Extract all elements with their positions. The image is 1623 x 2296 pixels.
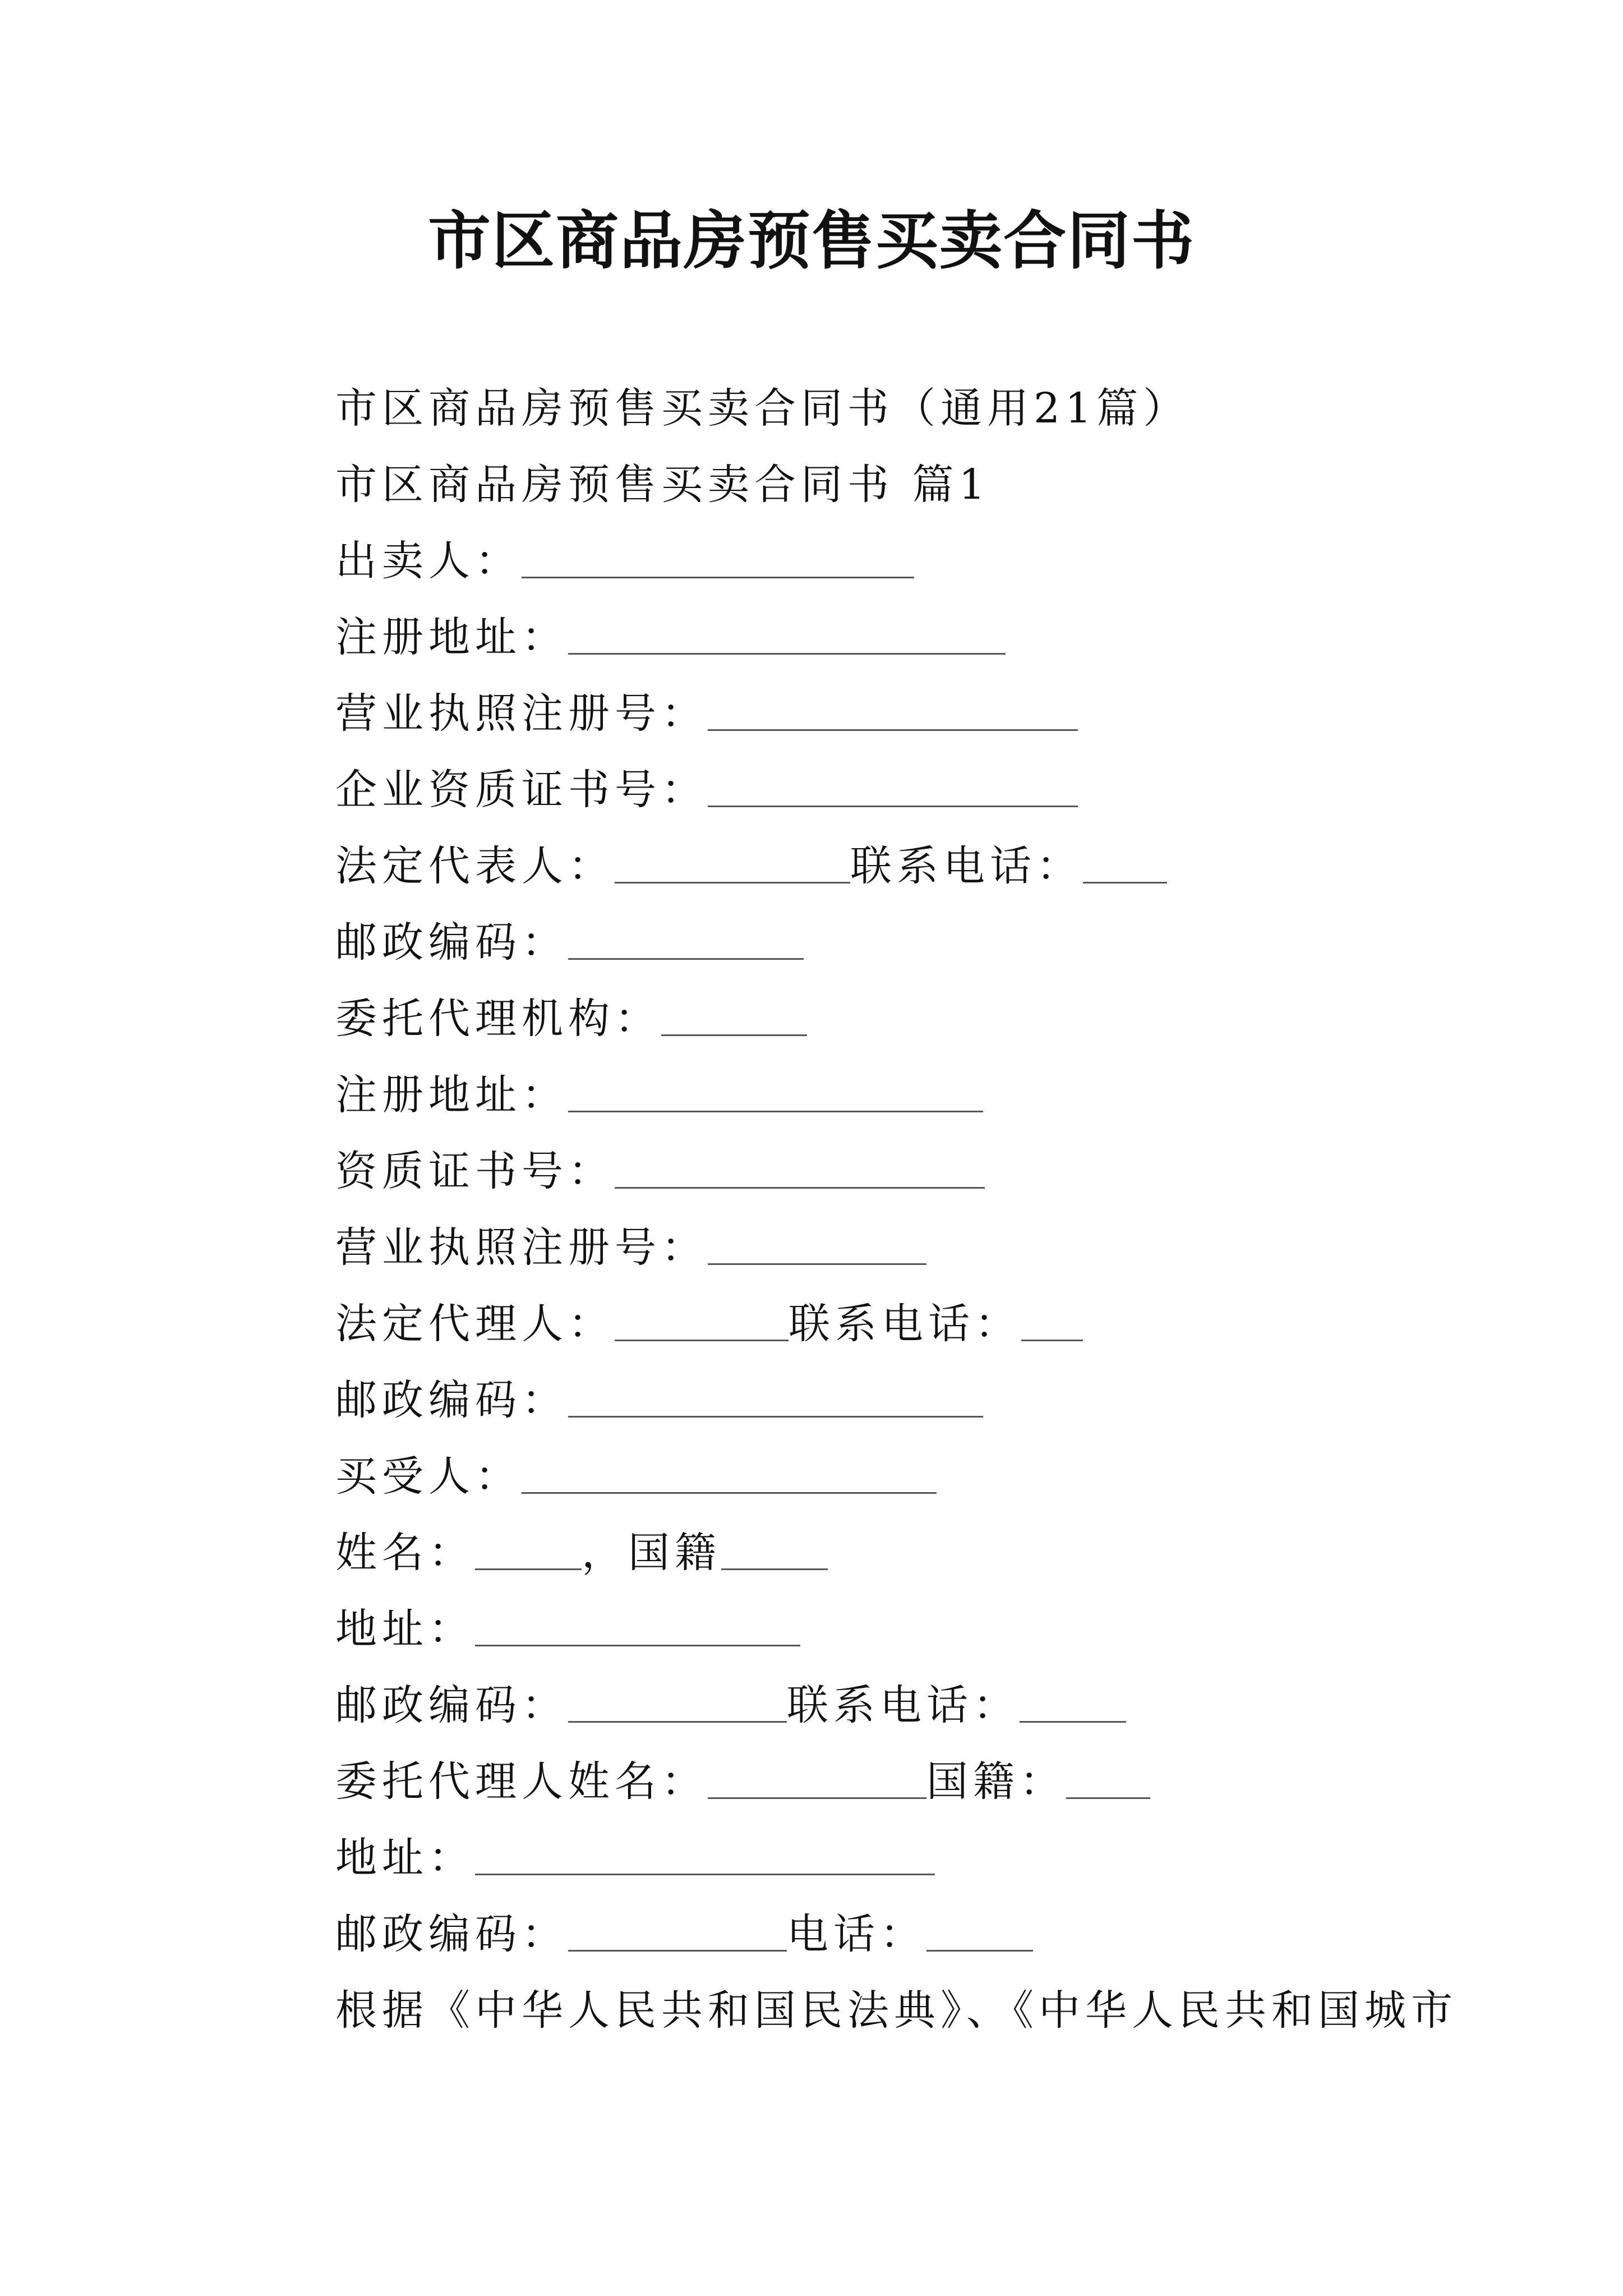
fill-blank <box>568 1914 787 1952</box>
agency-line <box>335 981 1513 1057</box>
field-label: 企业资质证书号： <box>335 766 708 814</box>
field-label: 邮政编码： <box>335 1681 568 1729</box>
fill-blank <box>475 1609 800 1646</box>
seller-line <box>335 523 1513 599</box>
legal-agent-line <box>335 1286 1513 1362</box>
legal-representative-line <box>335 828 1513 904</box>
field-label: 委托代理机构： <box>335 995 661 1043</box>
agency-address-line <box>335 1057 1513 1133</box>
fill-blank <box>615 1151 985 1189</box>
field-label: 委托代理人姓名： <box>335 1757 708 1806</box>
fill-blank <box>568 1685 787 1723</box>
fill-blank <box>522 1456 937 1494</box>
agency-license-line <box>335 1209 1513 1286</box>
fill-blank <box>475 1533 582 1570</box>
field-label: 姓名： <box>335 1529 475 1577</box>
field-label: ，国籍 <box>582 1529 721 1577</box>
fill-blank <box>1066 1761 1150 1799</box>
field-label: 出卖人： <box>335 537 522 585</box>
fill-blank <box>661 999 807 1036</box>
buyer-agent-line <box>335 1743 1513 1820</box>
field-label: 电话： <box>787 1910 926 1958</box>
field-label: 邮政编码： <box>335 1910 568 1958</box>
field-label: 联系电话： <box>787 1681 1020 1729</box>
fill-blank <box>568 1380 983 1418</box>
buyer-postcode-line <box>335 1667 1513 1743</box>
agency-certificate-line <box>335 1133 1513 1209</box>
fill-blank <box>568 1075 983 1112</box>
document-subtitle: 市区商品房预售买卖合同书（通用21篇） <box>335 384 1190 432</box>
business-license-line <box>335 675 1513 752</box>
field-label: 注册地址： <box>335 1071 568 1119</box>
fill-blank <box>708 1761 926 1799</box>
agent-address-line <box>335 1820 1513 1896</box>
fill-blank <box>615 846 850 884</box>
field-label: 国籍： <box>926 1757 1066 1806</box>
field-label: 联系电话： <box>789 1300 1021 1348</box>
field-label: 营业执照注册号： <box>335 689 708 738</box>
fill-blank <box>708 1227 926 1265</box>
buyer-address-line <box>335 1591 1513 1667</box>
buyer-name-line <box>335 1515 1513 1591</box>
fill-blank <box>926 1914 1033 1952</box>
fill-blank <box>1021 1304 1083 1341</box>
field-label: 资质证书号： <box>335 1147 615 1195</box>
fill-blank <box>708 693 1078 731</box>
seller-address-line <box>335 599 1513 675</box>
fill-blank <box>522 541 914 578</box>
field-label: 联系电话： <box>850 842 1083 890</box>
fill-blank <box>475 1838 935 1875</box>
field-label: 买受人： <box>335 1452 522 1501</box>
agent-postcode-line <box>335 1896 1513 1972</box>
fill-blank <box>708 770 1078 807</box>
seller-postcode-line <box>335 904 1513 981</box>
field-label: 法定代理人： <box>335 1300 615 1348</box>
fill-blank <box>721 1533 828 1570</box>
field-label: 地址： <box>335 1605 475 1653</box>
agency-postcode-line <box>335 1362 1513 1438</box>
document-title: 市区商品房预售买卖合同书 <box>428 204 1195 278</box>
field-label: 地址： <box>335 1834 475 1882</box>
document-body <box>335 370 1513 2049</box>
fill-blank <box>568 617 1006 655</box>
fill-blank <box>568 922 804 960</box>
field-label: 营业执照注册号： <box>335 1223 708 1272</box>
buyer-line <box>335 1438 1513 1515</box>
field-label: 注册地址： <box>335 613 568 661</box>
legal-basis-text: 根据《中华人民共和国民法典》、《中华人民共和国城市 <box>335 1986 1458 2035</box>
field-label: 法定代表人： <box>335 842 615 890</box>
fill-blank <box>615 1304 789 1341</box>
qualification-certificate-line <box>335 752 1513 828</box>
section-heading: 市区商品房预售买卖合同书 篇1 <box>335 461 990 509</box>
fill-blank <box>1020 1685 1126 1723</box>
fill-blank <box>1083 846 1167 884</box>
field-label: 邮政编码： <box>335 1376 568 1424</box>
field-label: 邮政编码： <box>335 918 568 967</box>
